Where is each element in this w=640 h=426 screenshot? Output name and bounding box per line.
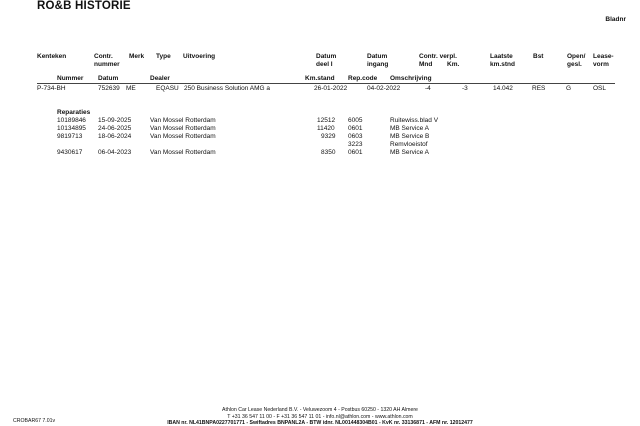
vehicle-merk: ME bbox=[126, 85, 136, 92]
col-bst: Bst bbox=[533, 53, 544, 60]
col-repcode: Rep.code bbox=[348, 75, 378, 82]
col-nummer: Nummer bbox=[57, 75, 84, 82]
repair-omschrijving: MB Service A bbox=[390, 125, 430, 132]
repair-nummer: 10189846 bbox=[57, 117, 86, 124]
col-open: Open/ bbox=[567, 53, 586, 60]
col-uitvoering: Uitvoering bbox=[183, 53, 216, 60]
repair-nummer: 10134895 bbox=[57, 125, 86, 132]
repair-nummer: 9430617 bbox=[57, 149, 83, 156]
repair-dealer: Van Mossel Rotterdam bbox=[150, 149, 216, 156]
section-reparaties: Reparaties bbox=[57, 109, 91, 116]
col-ingang-sub: ingang bbox=[367, 61, 389, 68]
vehicle-kenteken: P-734-BH bbox=[37, 85, 66, 92]
repair-repcode: 0601 bbox=[348, 149, 363, 156]
footer-registration: IBAN nr. NL41BNPA0227701771 - Swiftadres BNPANL2A - BTW idnr. NL001448304B01 - KvK nr. 33136871 - AFM nr. 12012477 bbox=[167, 420, 473, 426]
col-datum-ingang: Datum bbox=[367, 53, 388, 60]
repair-kmstand: 11420 bbox=[317, 125, 335, 132]
bladnr-label: Bladnr bbox=[605, 16, 626, 23]
col-merk: Merk bbox=[129, 53, 145, 60]
vehicle-mnd: -4 bbox=[425, 85, 431, 92]
col-contr: Contr. bbox=[94, 53, 113, 60]
col-deel-sub: deel I bbox=[316, 61, 333, 68]
repair-repcode: 0603 bbox=[348, 133, 363, 140]
repair-repcode: 3223 bbox=[348, 141, 363, 148]
vehicle-datum-deel1: 26-01-2022 bbox=[314, 85, 348, 92]
vehicle-type: EQASU bbox=[156, 85, 179, 92]
col-contr-nummer: nummer bbox=[94, 61, 120, 68]
col-type: Type bbox=[156, 53, 171, 60]
col-kmstnd: km.stnd bbox=[490, 61, 515, 68]
repair-dealer: Van Mossel Rotterdam bbox=[150, 117, 216, 124]
vehicle-leasevorm: OSL bbox=[593, 85, 607, 92]
vehicle-datum-ingang: 04-02-2022 bbox=[367, 85, 401, 92]
col-contr-verpl: Contr. verpl. bbox=[419, 53, 457, 60]
repair-datum: 15-09-2025 bbox=[98, 117, 132, 124]
vehicle-bst: RES bbox=[532, 85, 546, 92]
col-vorm: vorm bbox=[593, 61, 609, 68]
header-divider bbox=[37, 83, 615, 84]
footer-address: Athlon Car Lease Nederland B.V. - Veluwezoom 4 - Postbus 60250 - 1320 AH Almere bbox=[222, 407, 418, 413]
col-laatste: Laatste bbox=[490, 53, 513, 60]
vehicle-uitvoering: 250 Business Solution AMG a bbox=[184, 85, 270, 92]
repair-kmstand: 9329 bbox=[321, 133, 336, 140]
repair-omschrijving: Remvloeistof bbox=[390, 141, 428, 148]
col-kmstand: Km.stand bbox=[305, 75, 335, 82]
repair-kmstand: 8350 bbox=[321, 149, 336, 156]
repair-dealer: Van Mossel Rotterdam bbox=[150, 125, 216, 132]
col-mnd: Mnd bbox=[419, 61, 433, 68]
repair-dealer: Van Mossel Rotterdam bbox=[150, 133, 216, 140]
col-lease: Lease- bbox=[593, 53, 614, 60]
form-code: CROBAR67 7.01v bbox=[13, 418, 56, 424]
vehicle-contract: 752639 bbox=[98, 85, 120, 92]
col-gesl: gesl. bbox=[567, 61, 582, 68]
repair-kmstand: 12512 bbox=[317, 117, 336, 124]
col-omschrijving: Omschrijving bbox=[390, 75, 432, 82]
col-datum: Datum bbox=[98, 75, 119, 82]
footer-contact: T +31 36 547 11 00 - F +31 36 547 11 01 - info.nl@athlon.com - www.athlon.com bbox=[227, 414, 413, 420]
repair-omschrijving: MB Service A bbox=[390, 149, 430, 156]
col-dealer: Dealer bbox=[150, 75, 170, 82]
vehicle-km: -3 bbox=[462, 85, 468, 92]
repair-repcode: 6005 bbox=[348, 117, 363, 124]
repair-omschrijving: Ruitewiss.blad V bbox=[390, 117, 439, 124]
repair-repcode: 0601 bbox=[348, 125, 363, 132]
vehicle-open-gesl: G bbox=[566, 85, 572, 92]
repair-datum: 06-04-2023 bbox=[98, 149, 132, 156]
repair-omschrijving: MB Service B bbox=[390, 133, 430, 140]
repair-datum: 18-06-2024 bbox=[98, 133, 132, 140]
repair-datum: 24-06-2025 bbox=[98, 125, 132, 132]
report-title: RO&B HISTORIE bbox=[37, 0, 131, 12]
col-km: Km. bbox=[447, 61, 460, 68]
col-datum-deel: Datum bbox=[316, 53, 337, 60]
repair-nummer: 9819713 bbox=[57, 133, 83, 140]
vehicle-laatste-kmstnd: 14.042 bbox=[493, 85, 513, 92]
col-kenteken: Kenteken bbox=[37, 53, 67, 60]
